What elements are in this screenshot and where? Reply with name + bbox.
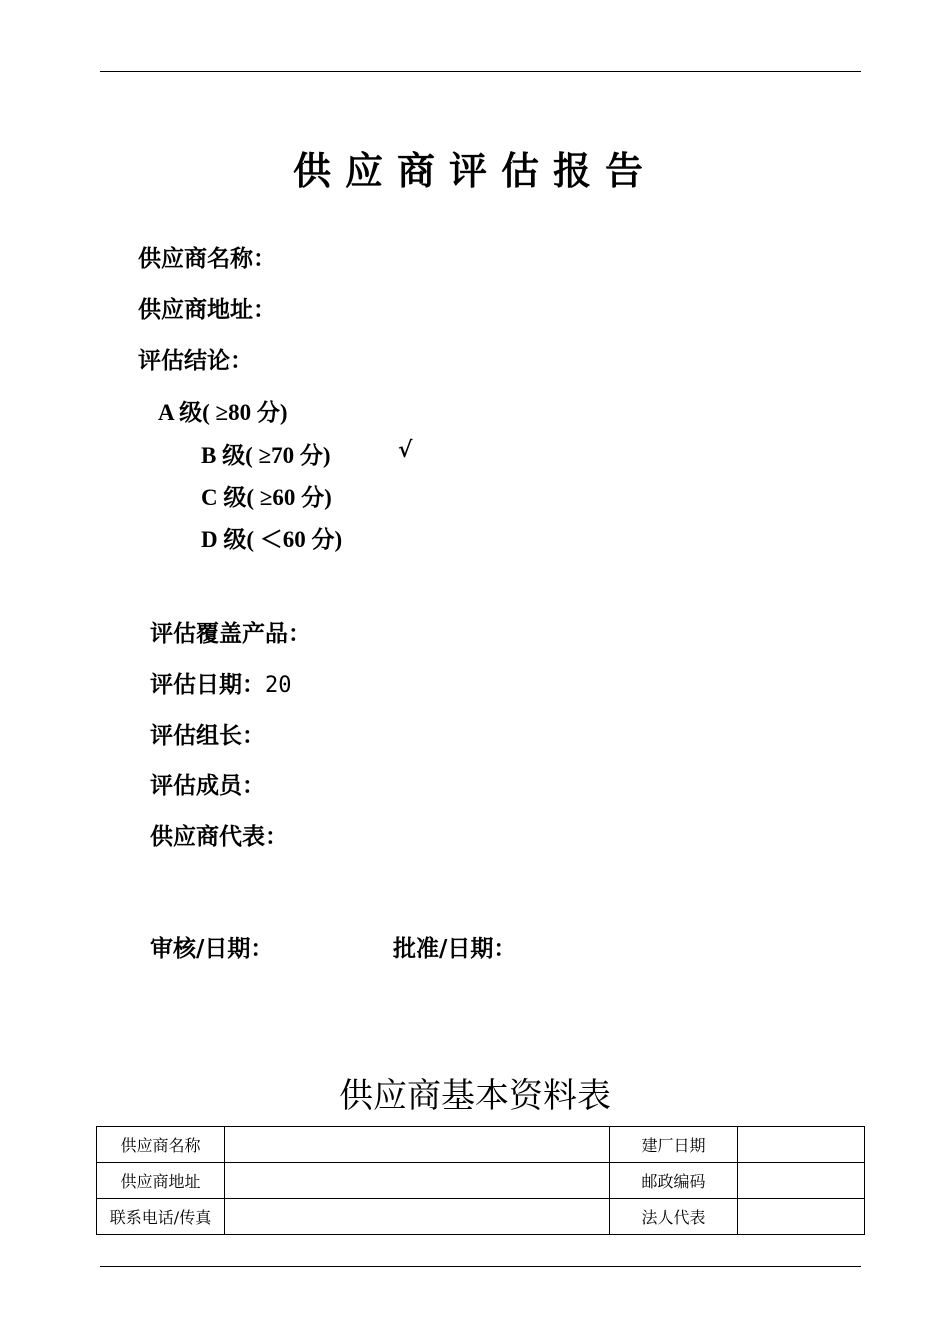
table-row (97, 1163, 865, 1199)
date-label: 评估日期： (150, 671, 265, 698)
leader-label: 评估组长： (150, 722, 265, 749)
table-row (97, 1127, 865, 1163)
cell-label: 建厂日期 (610, 1127, 738, 1163)
supplier-rep-label: 供应商代表： (150, 823, 288, 850)
cell-value[interactable] (225, 1199, 610, 1235)
grade-a-option: A 级( ≥80 分) (158, 400, 288, 425)
review-date-label: 审核/日期： (150, 935, 274, 962)
supplier-name-label: 供应商名称： (138, 245, 276, 272)
header-rule (100, 71, 861, 72)
products-label: 评估覆盖产品： (150, 620, 311, 647)
check-mark-icon: √ (398, 437, 413, 463)
cell-value[interactable] (738, 1163, 865, 1199)
basic-info-table (96, 1126, 865, 1235)
cell-label: 供应商名称 (97, 1127, 225, 1163)
members-label: 评估成员： (150, 772, 265, 799)
cell-value[interactable] (225, 1127, 610, 1163)
footer-rule (100, 1266, 861, 1267)
grade-c-option: C 级( ≥60 分) (201, 485, 332, 510)
cell-label: 法人代表 (610, 1199, 738, 1235)
cell-value[interactable] (738, 1199, 865, 1235)
cell-value[interactable] (738, 1127, 865, 1163)
grade-b-option: B 级( ≥70 分) (201, 443, 331, 468)
approve-date-label: 批准/日期： (393, 935, 517, 962)
grade-d-option: D 级( ＜60 分) (201, 527, 343, 552)
cell-label: 邮政编码 (610, 1163, 738, 1199)
cell-value[interactable] (225, 1163, 610, 1199)
cell-label: 联系电话/传真 (97, 1199, 225, 1235)
basic-info-title: 供应商基本资料表 (339, 1076, 611, 1116)
supplier-address-label: 供应商地址： (138, 296, 276, 323)
date-row (150, 666, 292, 699)
date-value: 20 (265, 673, 292, 698)
cell-label: 供应商地址 (97, 1163, 225, 1199)
report-title: 供应商评估报告 (292, 148, 657, 193)
conclusion-label: 评估结论： (138, 347, 253, 374)
table-row (97, 1199, 865, 1235)
